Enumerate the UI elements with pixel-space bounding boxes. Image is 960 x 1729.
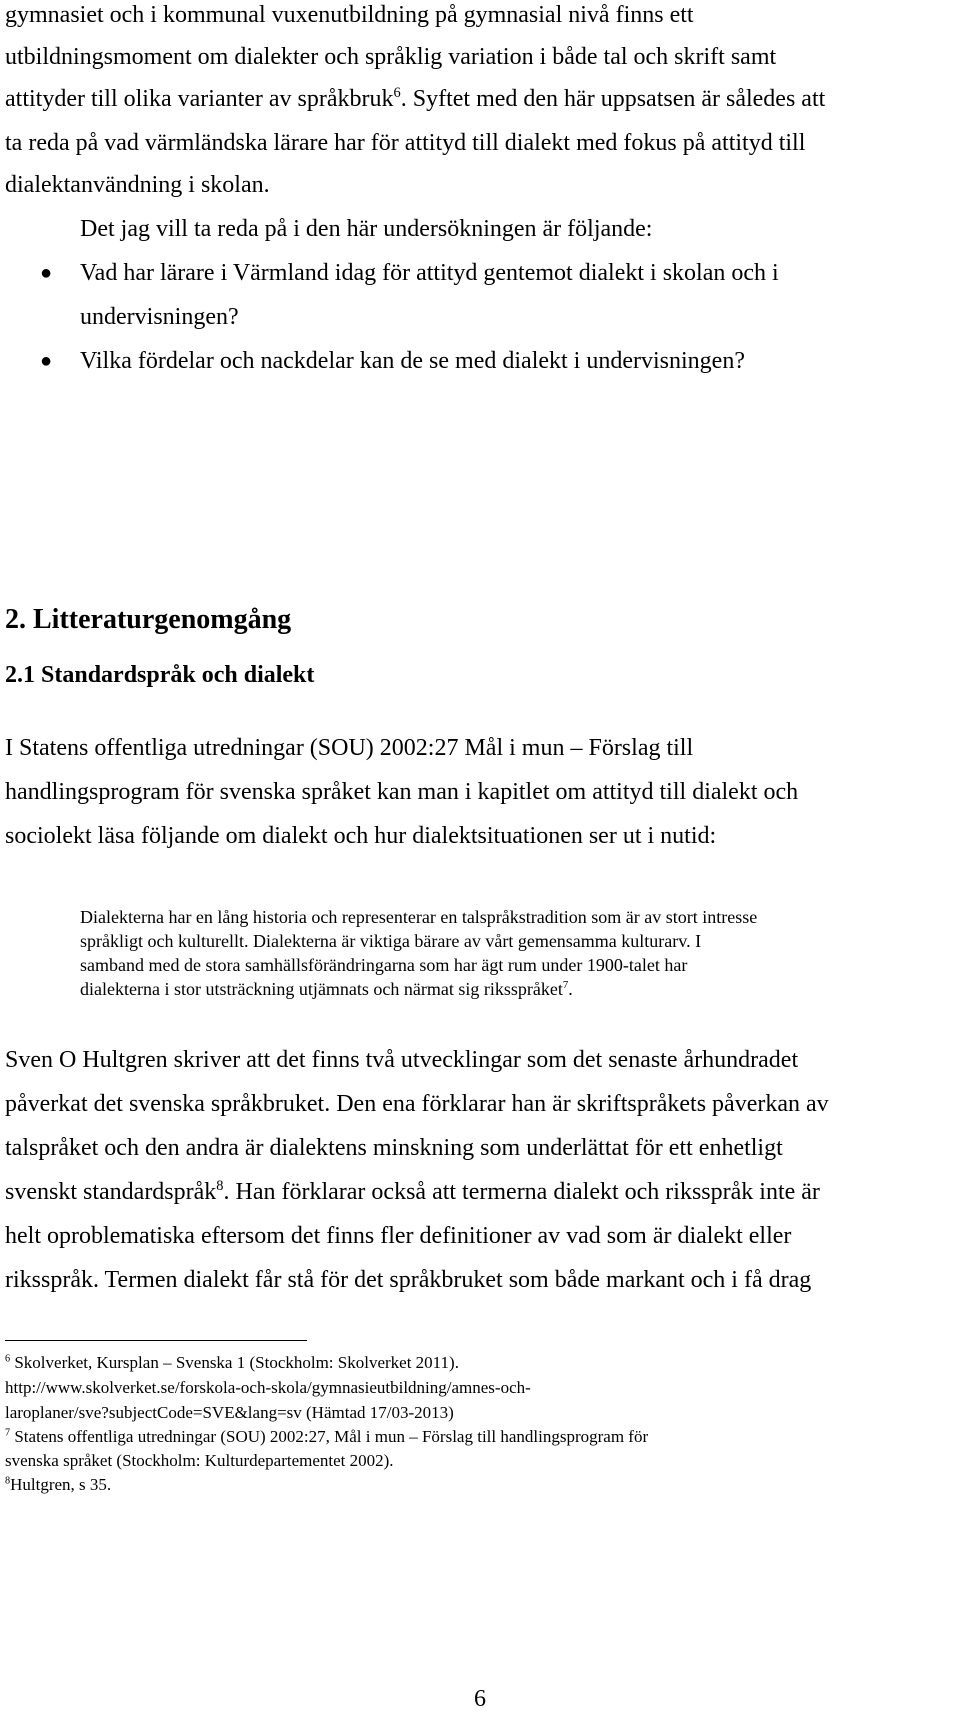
footnote-text: Skolverket, Kursplan – Svenska 1 (Stockholm: Skolverket 2011). [10,1353,459,1372]
body-line: gymnasiet och i kommunal vuxenutbildning på gymnasial nivå finns ett [5,2,694,28]
body-line [5,1177,820,1207]
quote-line [80,977,573,1001]
footnote-url[interactable]: laroplaner/sve?subjectCode=SVE&lang=sv (Hämtad 17/03-2013) [5,1403,454,1422]
quote-text: dialekterna i stor utsträckning utjämnats och närmat sig riksspråket [80,979,563,999]
section-heading: 2. Litteraturgenomgång [5,604,292,635]
footnote-number: 6 [5,1353,11,1365]
quote-line: språkligt och kulturellt. Dialekterna är viktiga bärare av vårt gemensamma kulturarv. I [80,931,702,951]
bullet-text: undervisningen? [80,304,239,330]
quote-line: samband med de stora samhällsförändringarna som har ägt rum under 1900-talet har [80,955,688,975]
footnote-number: 8 [5,1475,11,1487]
subsection-heading: 2.1 Standardspråk och dialekt [5,662,315,688]
bullet-text: Vad har lärare i Värmland idag för attityd gentemot dialekt i skolan och i [80,260,779,286]
body-line: helt oproblematiska eftersom det finns fler definitioner av vad som är dialekt eller [5,1223,792,1249]
footnote-8 [5,1474,111,1496]
body-line: påverkat det svenska språkbruket. Den ena förklarar han är skriftspråkets påverkan av [5,1091,829,1117]
footnote-7 [5,1426,648,1448]
footnote-text: Hultgren, s 35. [10,1475,112,1494]
footnote-text: svenska språket (Stockholm: Kulturdepartementet 2002). [5,1451,394,1470]
footnote-url[interactable]: http://www.skolverket.se/forskola-och-skola/gymnasieutbildning/amnes-och- [5,1378,531,1397]
bullet-icon: ● [40,350,53,372]
bullet-text: Vilka fördelar och nackdelar kan de se med dialekt i undervisningen? [80,348,745,374]
body-line: ta reda på vad värmländska lärare har för attityd till dialekt med fokus på attityd till [5,130,806,156]
body-text: . Han förklarar också att termerna dialekt och riksspråk inte är [223,1179,820,1205]
body-line: riksspråk. Termen dialekt får stå för det språkbruket som både markant och i få drag [5,1267,812,1293]
footnote-ref: 8 [216,1178,224,1194]
body-line: utbildningsmoment om dialekter och språklig variation i både tal och skrift samt [5,44,777,70]
page-number: 6 [474,1686,486,1712]
footnote-number: 7 [5,1427,11,1439]
body-text: svenskt standardspråk [5,1179,217,1205]
body-line: dialektanvändning i skolan. [5,172,270,198]
footnote-ref: 6 [393,85,401,101]
footnote-separator [5,1340,307,1341]
quote-line: Dialekterna har en lång historia och representerar en talspråkstradition som är av stort intresse [80,907,758,927]
body-line [5,84,825,114]
footnote-text: Statens offentliga utredningar (SOU) 2002:27, Mål i mun – Förslag till handlingsprogram för [10,1427,649,1446]
body-line: sociolekt läsa följande om dialekt och hur dialektsituationen ser ut i nutid: [5,823,717,849]
footnote-ref: 7 [562,979,569,991]
body-text: . Syftet med den här uppsatsen är således att [400,86,826,112]
body-text: attityder till olika varianter av språkbruk [5,86,394,112]
footnote-6 [5,1352,459,1374]
body-line: handlingsprogram för svenska språket kan man i kapitlet om attityd till dialekt och [5,779,799,805]
body-line: I Statens offentliga utredningar (SOU) 2002:27 Mål i mun – Förslag till [5,735,694,761]
body-line: Sven O Hultgren skriver att det finns två utvecklingar som det senaste århundradet [5,1047,799,1073]
body-line: talspråket och den andra är dialektens minskning som underlättat för ett enhetligt [5,1135,783,1161]
bullet-icon: ● [40,262,53,284]
quote-text: . [568,979,573,999]
intro-question: Det jag vill ta reda på i den här undersökningen är följande: [80,216,653,242]
